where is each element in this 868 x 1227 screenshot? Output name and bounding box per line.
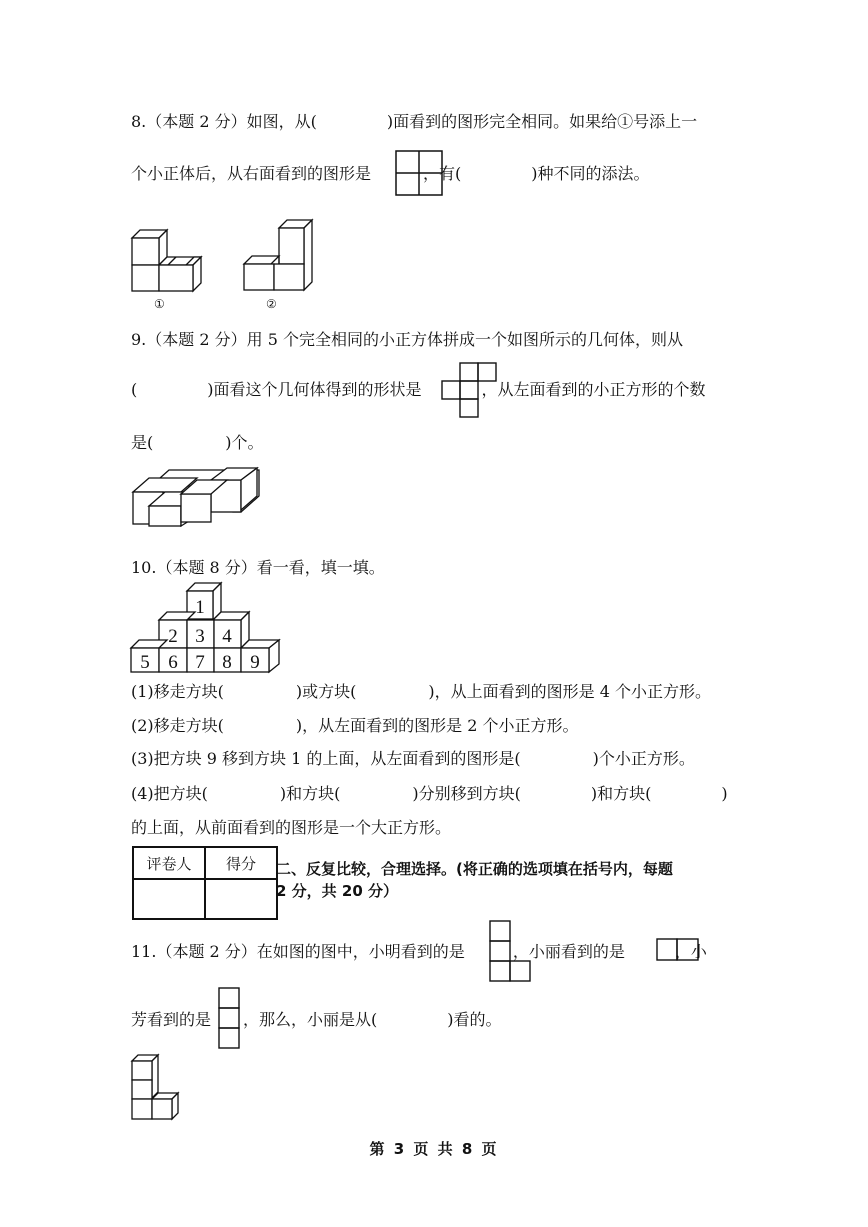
q11-text-1: 11.（本题 2 分）在如图的图中，小明看到的是 <box>131 942 465 961</box>
q9-cube-figure <box>131 466 261 528</box>
q10-s1-text-1: (1)移走方块( <box>131 682 224 701</box>
q10-sub4-line2: 的上面，从前面看到的图形是一个大正方形。 <box>131 818 452 837</box>
q10-sub2 <box>131 718 579 734</box>
q10-s3-text-2: )个小正方形。 <box>592 749 695 768</box>
q9-text-4: 是( <box>131 433 154 452</box>
q8-right-view-figure <box>395 150 443 196</box>
q11-text-5: ，那么，小丽是从( <box>243 1010 378 1029</box>
score-header: 得分 <box>205 847 277 879</box>
q11-line1 <box>131 944 707 960</box>
q9-line3 <box>131 435 264 451</box>
q8-cube-figure-1 <box>132 228 204 292</box>
section2-title-line1: 二、反复比较，合理选择。(将正确的选项填在括号内，每题 <box>276 860 673 878</box>
cube-number-1: 1 <box>195 597 205 618</box>
q11-text-6: )看的。 <box>447 1010 502 1029</box>
q10-title: 10.（本题 8 分）看一看，填一填。 <box>131 558 385 577</box>
q8-line2 <box>131 166 650 182</box>
cube-number-9: 9 <box>250 652 260 673</box>
q8-text-2: )面看到的图形完全相同。如果给①号添上一 <box>386 112 698 131</box>
q11-cube-figure <box>131 1052 183 1122</box>
q10-s4-text-3: )分别移到方块( <box>412 784 521 803</box>
cube-number-3: 3 <box>195 626 205 647</box>
q10-sub3 <box>131 751 695 767</box>
cube-number-4: 4 <box>222 626 232 647</box>
q9-line2 <box>131 382 706 398</box>
q8-text-3: 个小正体后，从右面看到的图形是 <box>131 164 372 183</box>
q9-view-figure <box>441 362 499 418</box>
q8-line1 <box>131 114 697 130</box>
q8-text-5: )种不同的添法。 <box>531 164 650 183</box>
q11-xiaoli-view <box>656 938 700 962</box>
cube-number-8: 8 <box>222 652 232 673</box>
q8-text-1: 8.（本题 2 分）如图，从( <box>131 112 317 131</box>
q10-s1-text-2: )或方块( <box>295 682 357 701</box>
q10-sub4 <box>131 786 728 802</box>
cube-number-2: 2 <box>168 626 178 647</box>
q11-xiaoming-view <box>489 920 533 982</box>
q9-text-1: ( <box>131 380 138 399</box>
q9-text-2: )面看这个几何体得到的形状是 <box>207 380 422 399</box>
q8-cube-figure-2 <box>244 218 316 292</box>
q10-s4-text-5: ) <box>721 784 728 803</box>
grader-cell[interactable] <box>133 879 205 919</box>
q9-text-5: )个。 <box>225 433 264 452</box>
q10-s2-text-2: )，从左面看到的图形是 2 个小正方形。 <box>295 716 579 735</box>
q8-fig2-label: ② <box>266 297 277 311</box>
q11-line2 <box>131 1012 502 1028</box>
q11-xiaofang-view <box>218 987 242 1049</box>
q8-fig1-label: ① <box>154 297 165 311</box>
q10-s4-text-2: )和方块( <box>279 784 341 803</box>
q11-text-2: ，小丽看到的是 <box>512 942 625 961</box>
q9-line1: 9.（本题 2 分）用 5 个完全相同的小正方体拼成一个如图所示的几何体，则从 <box>131 330 683 349</box>
q10-s1-text-3: )，从上面看到的图形是 4 个小正方形。 <box>428 682 712 701</box>
grader-header: 评卷人 <box>133 847 205 879</box>
cube-number-5: 5 <box>140 652 150 673</box>
score-cell[interactable] <box>205 879 277 919</box>
q10-s3-text-1: (3)把方块 9 移到方块 1 的上面，从左面看到的图形是( <box>131 749 521 768</box>
section2-title-line2: 2 分，共 20 分） <box>276 882 398 900</box>
cube-number-7: 7 <box>195 652 205 673</box>
q11-text-3: ，小 <box>674 942 707 961</box>
score-table <box>132 846 278 920</box>
page-footer: 第 3 页 共 8 页 <box>369 1140 499 1158</box>
cube-number-6: 6 <box>168 652 178 673</box>
q10-s4-text-4: )和方块( <box>590 784 652 803</box>
q10-s2-text-1: (2)移走方块( <box>131 716 224 735</box>
q8-text-4: ，有( <box>423 164 462 183</box>
q10-s4-text-1: (4)把方块( <box>131 784 208 803</box>
q10-numbered-cubes <box>131 582 283 674</box>
q11-text-4: 芳看到的是 <box>131 1010 212 1029</box>
q10-sub1 <box>131 684 711 700</box>
q9-text-3: ，从左面看到的小正方形的个数 <box>481 380 706 399</box>
